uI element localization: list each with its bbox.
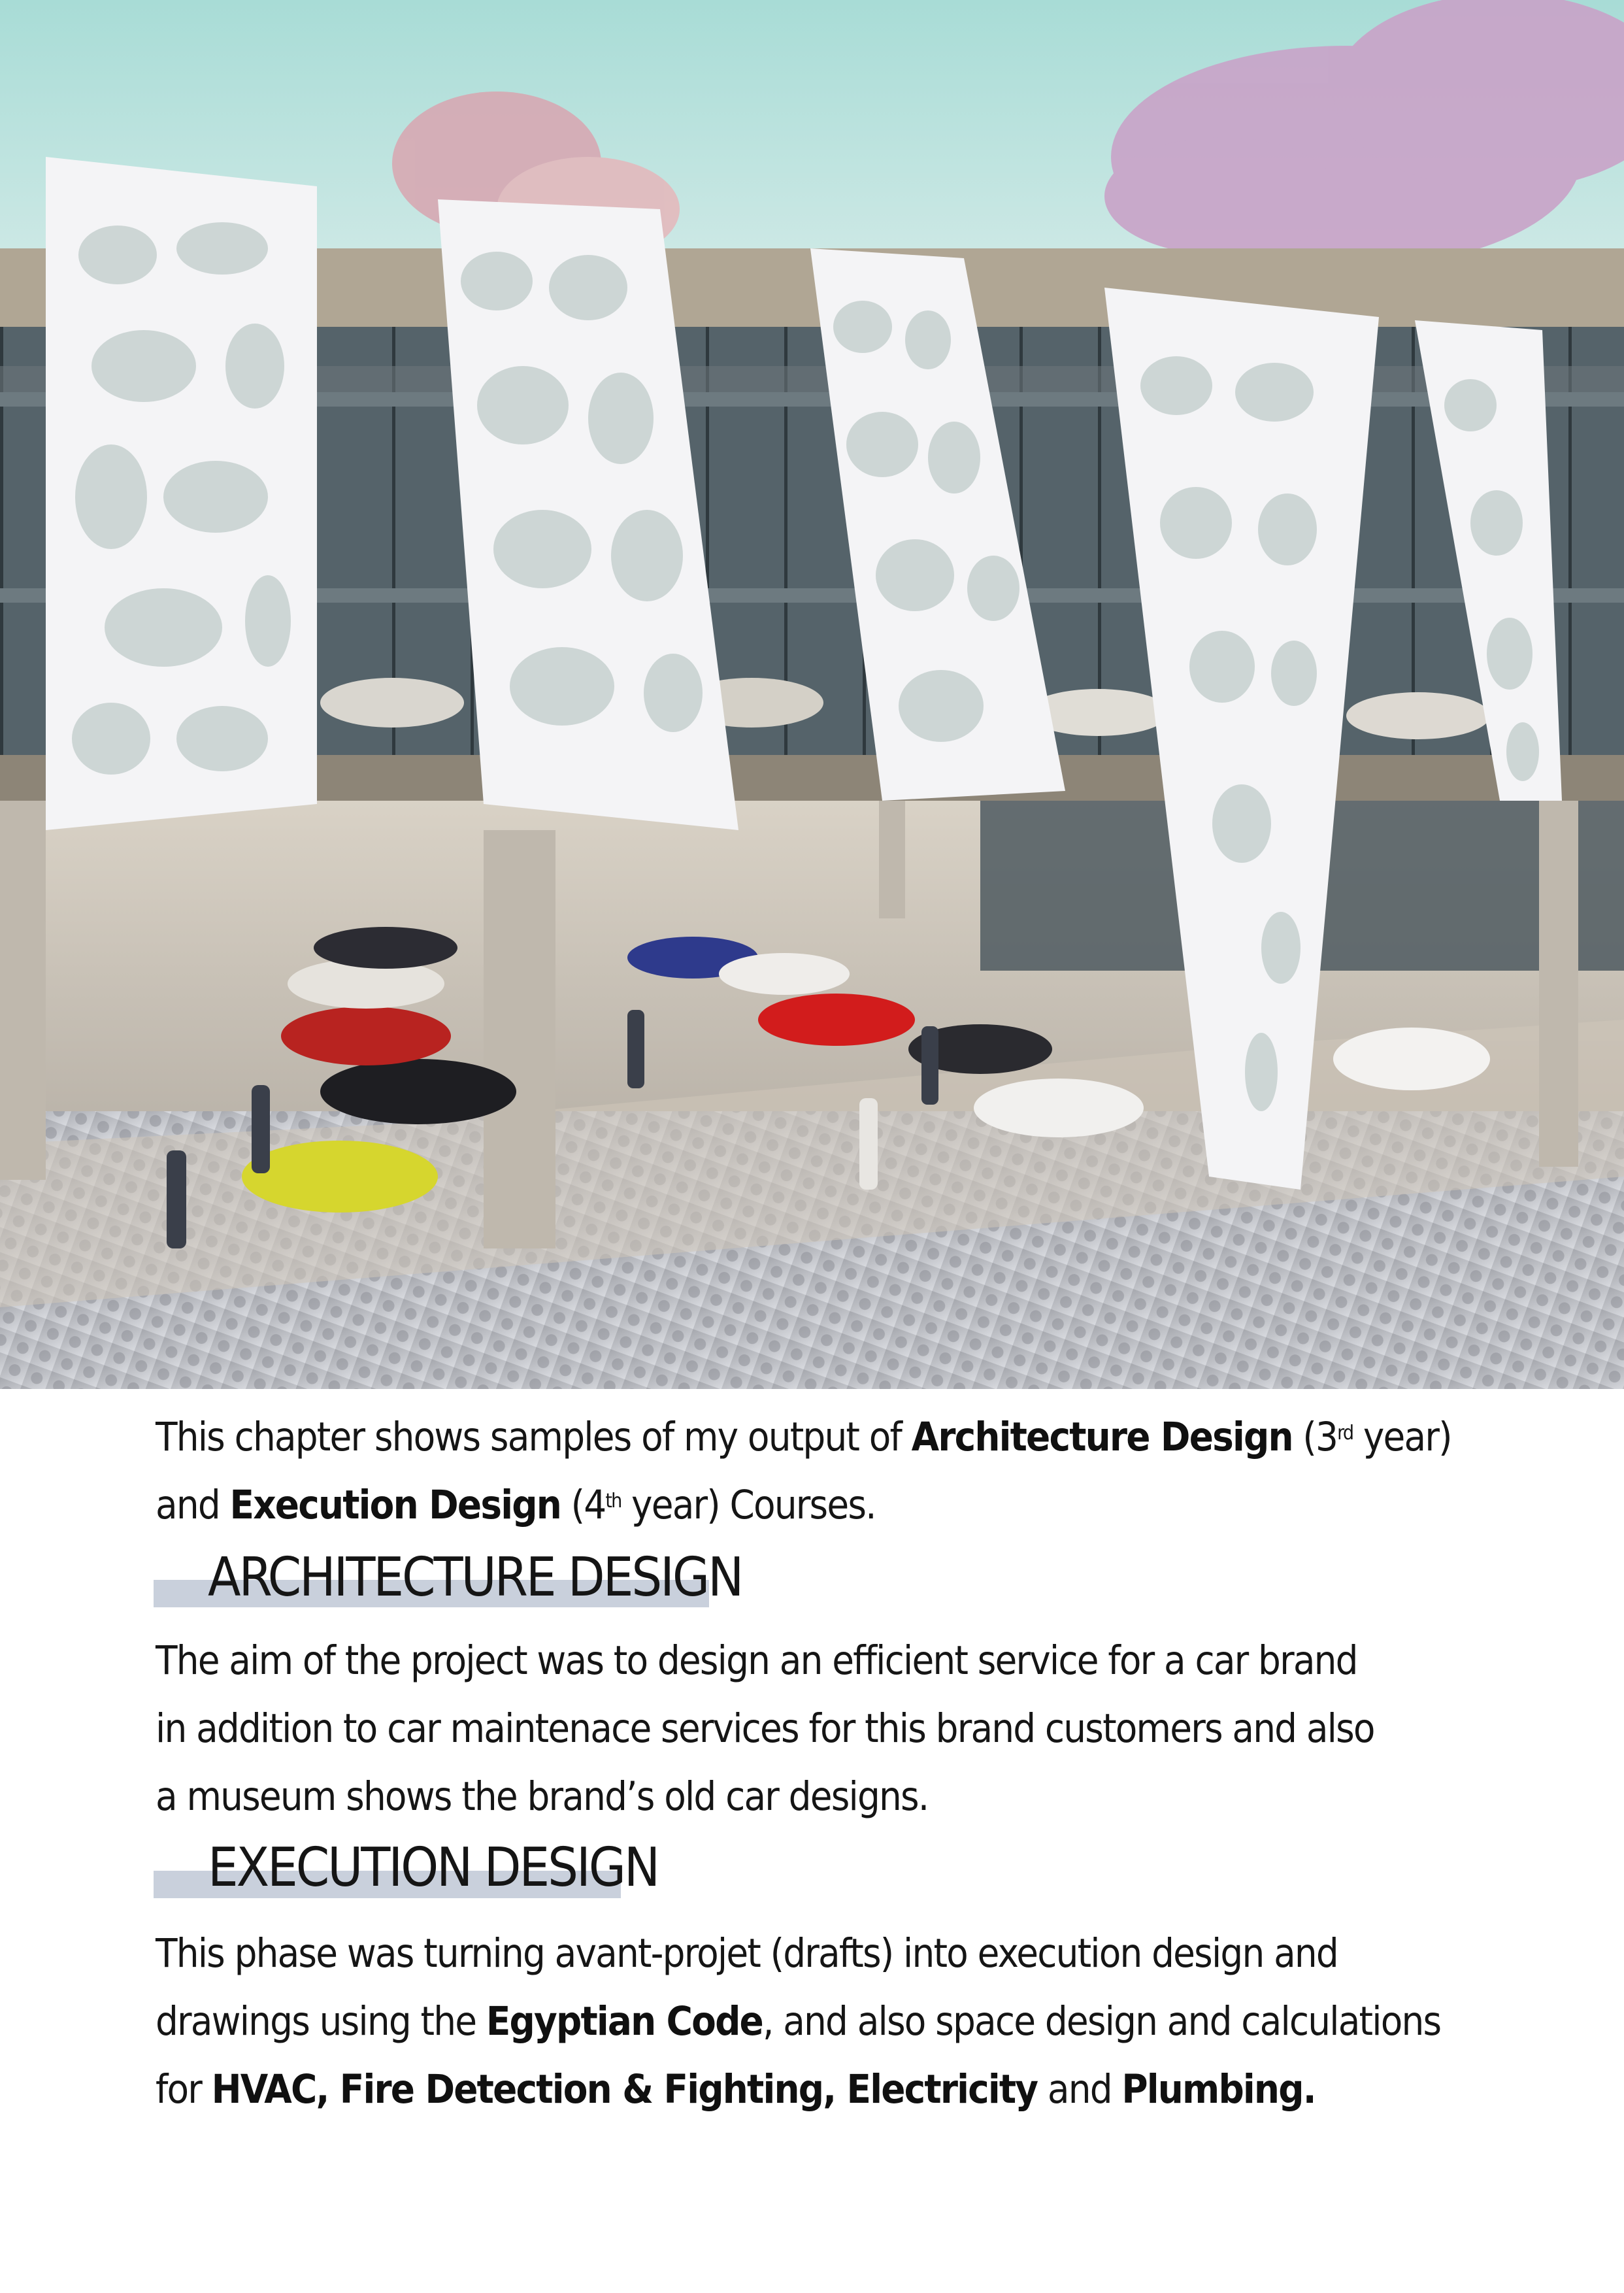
execution-design-bold: Execution Design [229, 1482, 561, 1528]
architecture-line-3: a museum shows the brand’s old car designs. [156, 1773, 929, 1820]
architecture-paragraph [156, 1627, 1541, 1831]
ordinal-rd: rd [1337, 1422, 1353, 1445]
intro-year-open: (3 [1292, 1414, 1338, 1460]
execution-line-2a: drawings using the [156, 1998, 486, 2045]
intro-text: This chapter shows samples of my output of [156, 1414, 912, 1460]
egyptian-code-bold: Egyptian Code [486, 1998, 763, 2045]
execution-line-2b: , and also space design and calculations [762, 1998, 1441, 2045]
intro-and: and [156, 1482, 230, 1528]
intro-courses: year) Courses. [621, 1482, 876, 1528]
execution-paragraph [156, 1920, 1541, 2124]
architecture-heading: ARCHITECTURE DESIGN [208, 1547, 742, 1609]
architecture-design-bold: Architecture Design [911, 1414, 1293, 1460]
execution-line-1: This phase was turning avant-projet (drafts) into execution design and [156, 1930, 1338, 1977]
execution-line-3a: for [156, 2066, 212, 2113]
architecture-line-1: The aim of the project was to design an efficient service for a car brand [156, 1637, 1357, 1684]
architecture-line-2: in addition to car maintenace services for this brand customers and also [156, 1705, 1374, 1752]
intro-year-close: year) [1353, 1414, 1451, 1460]
ordinal-th: th [605, 1490, 621, 1513]
intro-paragraph [156, 1403, 1541, 1539]
systems-bold: HVAC, Fire Detection & Fighting, Electricity [211, 2066, 1038, 2113]
execution-line-3b: and [1037, 2066, 1122, 2113]
plumbing-bold: Plumbing. [1121, 2066, 1316, 2113]
execution-heading: EXECUTION DESIGN [208, 1837, 659, 1899]
intro-year-open-2: (4 [560, 1482, 606, 1528]
